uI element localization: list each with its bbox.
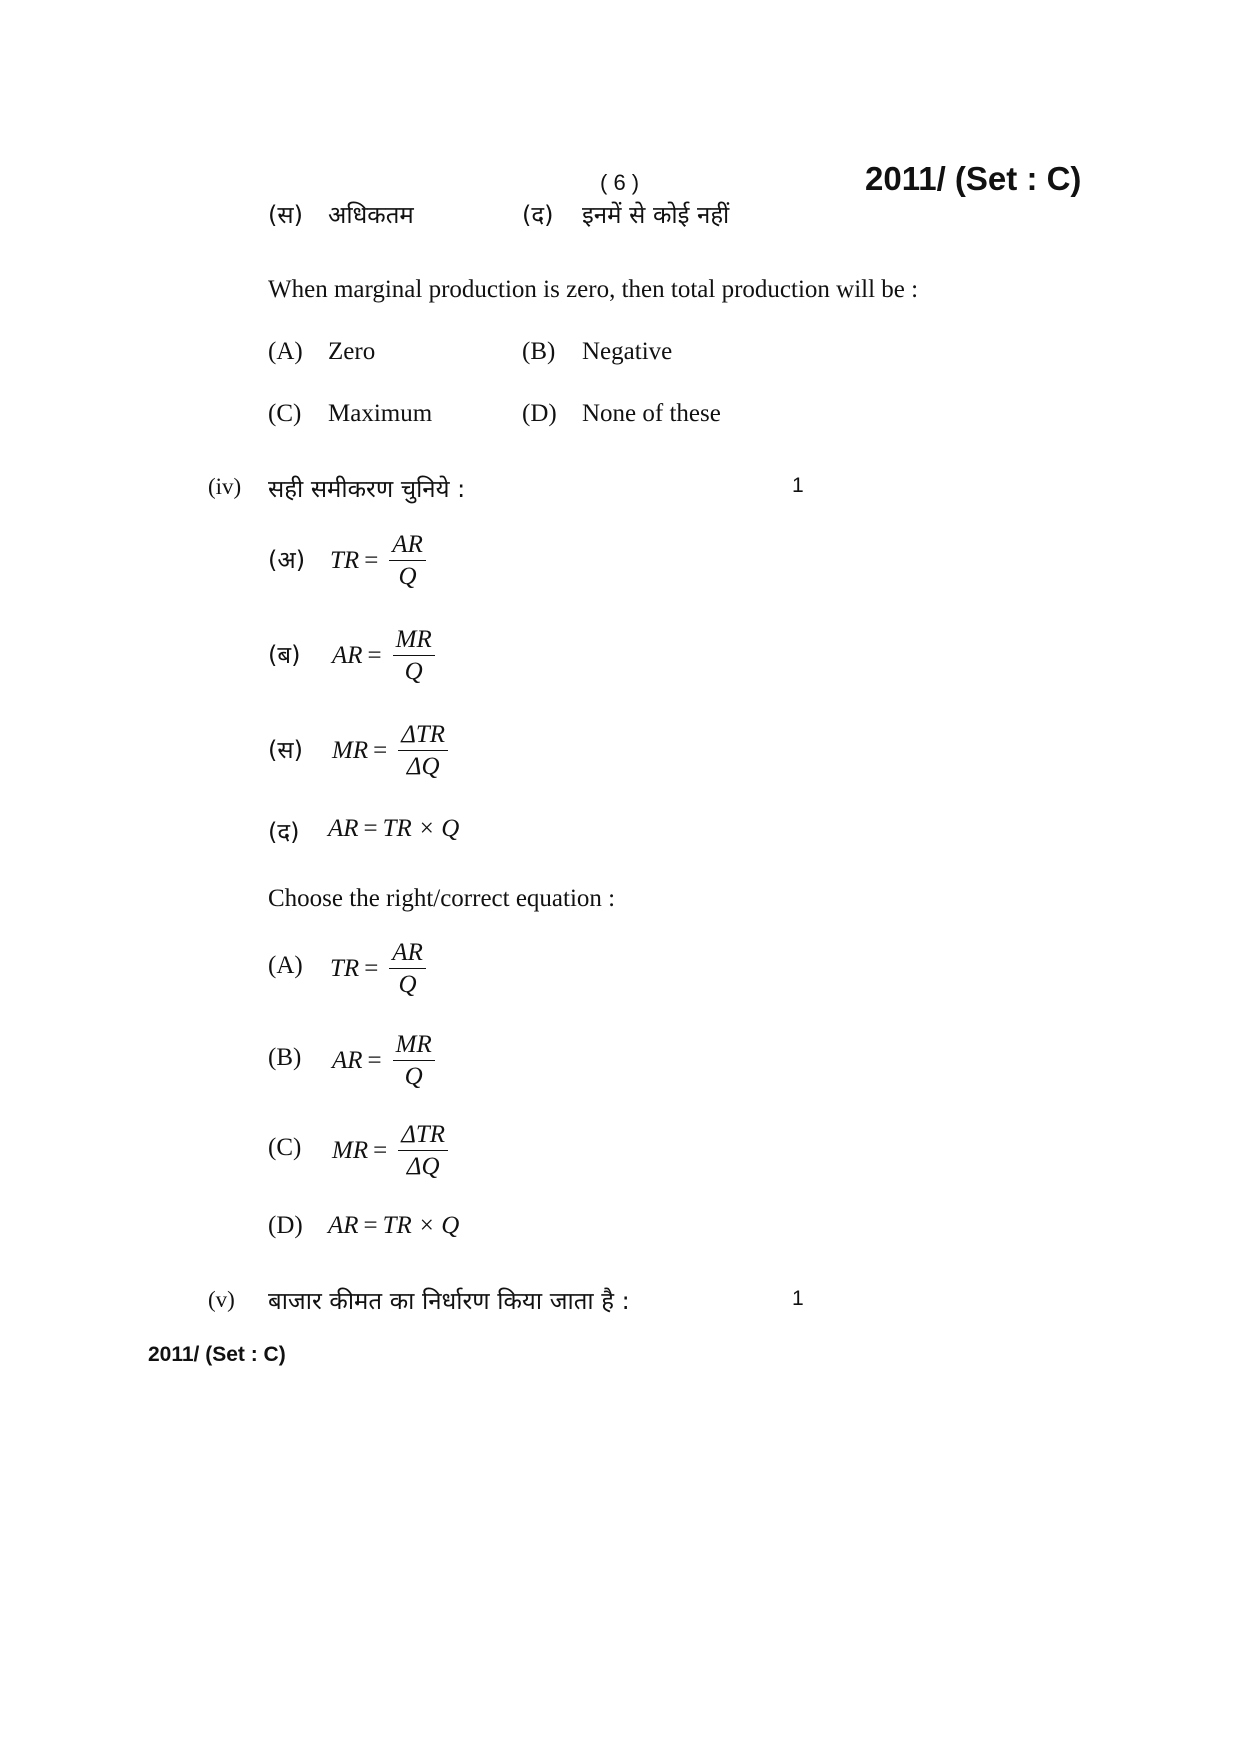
english-option-a-label: (A) [268,338,303,365]
hindi-option-c-text: अधिकतम [328,201,414,229]
eq-fraction [393,1032,435,1091]
eq-lhs: AR [328,815,359,842]
eq-equals: = [364,547,379,575]
q4-english-equation-c [332,1122,448,1181]
q4-hindi-label-d: (द) [268,818,300,846]
eq-lhs: AR [332,642,363,670]
q4-hindi-equation-d [328,815,459,843]
set-code-footer: 2011/ (Set : C) [148,1343,286,1366]
page-number: ( 6 ) [600,170,640,195]
eq-numerator: ΔTR [398,722,448,751]
eq-lhs: MR [332,737,369,765]
english-option-a-text: Zero [328,338,376,365]
q4-hindi-equation-c [332,722,448,781]
eq-numerator: ΔTR [398,1122,448,1151]
eq-lhs: MR [332,1137,369,1165]
question-5-marks: 1 [792,1287,804,1310]
question-5-hindi: बाजार कीमत का निर्धारण किया जाता है : [268,1287,630,1315]
q4-hindi-label-b: (ब) [268,641,301,669]
eq-fraction [393,627,435,686]
eq-denominator: ΔQ [406,1153,440,1181]
q4-english-label-d: (D) [268,1212,303,1239]
q4-hindi-equation-b [332,627,435,686]
english-option-d-text: None of these [582,400,721,427]
english-option-c-text: Maximum [328,400,433,427]
q4-english-label-c: (C) [268,1134,302,1161]
eq-denominator: Q [404,1063,423,1091]
eq-lhs: AR [332,1047,363,1075]
eq-rhs: TR × Q [382,815,460,842]
english-option-b-label: (B) [522,338,556,365]
eq-numerator: MR [393,1032,435,1061]
hindi-option-d-text: इनमें से कोई नहीं [582,201,730,229]
question-5-number: (v) [208,1287,235,1312]
eq-equals: = [363,1212,378,1239]
eq-equals: = [367,1047,382,1075]
english-option-c-label: (C) [268,400,302,427]
eq-numerator: MR [393,627,435,656]
q4-english-label-a: (A) [268,952,303,979]
question-4-hindi: सही समीकरण चुनिये : [268,475,466,503]
q4-english-equation-d [328,1212,459,1240]
eq-denominator: ΔQ [406,753,440,781]
eq-equals: = [373,737,388,765]
eq-rhs: TR × Q [382,1212,460,1239]
eq-lhs: TR [330,547,360,575]
q4-hindi-equation-a [330,532,426,591]
set-code-header: 2011/ (Set : C) [865,160,1082,197]
q4-hindi-label-c: (स) [268,736,303,764]
eq-numerator: AR [389,532,426,561]
english-option-b-text: Negative [582,338,673,365]
q4-english-equation-b [332,1032,435,1091]
eq-equals: = [373,1137,388,1165]
hindi-option-d-label: (द) [522,201,554,229]
eq-denominator: Q [398,971,417,999]
eq-fraction [389,532,426,591]
question-4-number: (iv) [208,474,242,499]
q4-english-label-b: (B) [268,1044,302,1071]
eq-equals: = [364,955,379,983]
eq-denominator: Q [404,658,423,686]
english-question-3: When marginal production is zero, then total production will be : [268,276,919,303]
hindi-option-c-label: (स) [268,201,303,229]
question-4-english: Choose the right/correct equation : [268,885,616,912]
q4-hindi-label-a: (अ) [268,546,306,574]
eq-lhs: AR [328,1212,359,1239]
q4-english-equation-a [330,940,426,999]
eq-equals: = [367,642,382,670]
english-option-d-label: (D) [522,400,557,427]
eq-fraction [389,940,426,999]
eq-denominator: Q [398,563,417,591]
eq-numerator: AR [389,940,426,969]
eq-fraction [398,722,448,781]
question-4-marks: 1 [792,474,804,497]
eq-fraction [398,1122,448,1181]
eq-lhs: TR [330,955,360,983]
eq-equals: = [363,815,378,842]
